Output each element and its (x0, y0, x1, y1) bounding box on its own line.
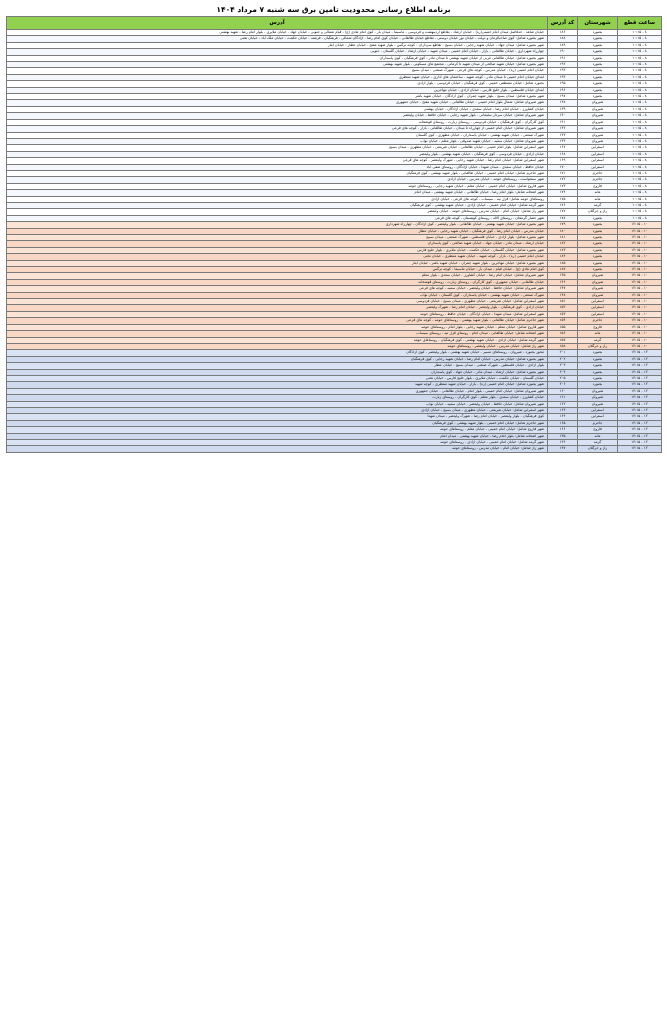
cell-time: ۸ - ۱۰:۱۵ (618, 170, 662, 176)
cell-code: ۱۸۴ (548, 254, 578, 260)
cell-code: ۲۰۴ (548, 369, 578, 375)
cell-address: شهر اسفراین شامل: خیابان امام رضا - خیابان شهید رجایی - شهرک ولیعصر - کوچه های فرعی (7, 158, 548, 164)
cell-time: ۸ - ۱۰:۱۵ (618, 158, 662, 164)
cell-time: ۱۰ - ۱۲:۱۵ (618, 260, 662, 266)
cell-code: ۲۰۱ (548, 350, 578, 356)
cell-address: خیابان حافظ - خیابان سعدی - میدان شهدا - خیابان آزادگان - روستای صفی آباد (7, 164, 548, 170)
cell-code: ۱۵۴ (548, 318, 578, 324)
cell-time: ۱۰ - ۱۲:۱۵ (618, 343, 662, 349)
cell-city: اسفراین (578, 145, 618, 151)
cell-time: ۸ - ۱۰:۱۵ (618, 62, 662, 68)
cell-address: کوی کارگران - کوی فرهنگیان - خیابان فردوسی - روستای زیارت - روستای قوشخانه (7, 119, 548, 125)
cell-time: ۱۲ - ۱۴:۱۵ (618, 401, 662, 407)
cell-time: ۱۰ - ۱۲:۱۵ (618, 241, 662, 247)
cell-city: بجنورد (578, 36, 618, 42)
cell-address: خیابان ارشاد - میدان مادر - خیابان جهاد - خیابان شهید صالحی - کوی پاسداران (7, 241, 548, 247)
cell-code: ۱۹۳ (548, 68, 578, 74)
cell-city: بجنورد (578, 49, 618, 55)
cell-city: شیروان (578, 286, 618, 292)
cell-code: ۱۸۷ (548, 267, 578, 273)
cell-code: ۱۵۷ (548, 337, 578, 343)
cell-city: راز و جرگلان (578, 209, 618, 215)
cell-city: جاجرم (578, 177, 618, 183)
cell-city: بجنورد (578, 241, 618, 247)
cell-code: ۱۹۱ (548, 55, 578, 61)
cell-code: ۱۸۵ (548, 260, 578, 266)
cell-address: شهر بجنورد شامل: خیابان شهید صالحی از میدان شهید تا کرمانی - مجتمع های مسکونی - بلوار شهید بهشتی (7, 62, 548, 68)
cell-city: بجنورد (578, 260, 618, 266)
cell-time: ۸ - ۱۰:۱۵ (618, 30, 662, 36)
cell-address: شهر اسفراین شامل: خیابان شریعتی - خیابان مطهری - میدان بسیج - خیابان آزادی (7, 407, 548, 413)
cell-city: جاجرم (578, 170, 618, 176)
cell-code: ۱۷۴ (548, 190, 578, 196)
cell-time: ۸ - ۱۰:۱۵ (618, 49, 662, 55)
cell-address: روستاهای حومه شامل: قزل تپه - سیساب - کوچه های فرعی - خیابان آزادی (7, 196, 548, 202)
cell-city: شیروان (578, 388, 618, 394)
cell-time: ۱۲ - ۱۴:۱۵ (618, 388, 662, 394)
cell-code: ۱۴۲ (548, 126, 578, 132)
cell-city: بجنورد (578, 356, 618, 362)
cell-time: ۱۰ - ۱۲:۱۵ (618, 311, 662, 317)
cell-address: شهر بجنورد شامل: میدان بسیج - بلوار شهید چمران - کوی آزادگان - خیابان شهید باهنر (7, 94, 548, 100)
cell-time: ۱۰ - ۱۲:۱۵ (618, 286, 662, 292)
cell-time: ۸ - ۱۰:۱۵ (618, 74, 662, 80)
cell-code: ۱۵۲ (548, 305, 578, 311)
cell-address: شهر حصار گرمخان - روستای آلاله - روستای کوهستان - کوچه های فرعی (7, 215, 548, 221)
outage-schedule-table (6, 16, 662, 453)
cell-code: ۱۵۳ (548, 311, 578, 317)
cell-time: ۱۲ - ۱۴:۱۵ (618, 446, 662, 452)
cell-city: بجنورد (578, 62, 618, 68)
cell-city: بجنورد (578, 94, 618, 100)
cell-address: شهر بجنورد شامل: خیابان ارشاد - میدان مادر - خیابان جهاد - کوی پاسداران (7, 369, 548, 375)
cell-address: شهر راز شامل: خیابان مدرس - خیابان ولیعصر - روستاهای حومه (7, 343, 548, 349)
cell-code: ۱۴۸ (548, 292, 578, 298)
cell-code: ۱۹۴ (548, 74, 578, 80)
header-city: شهرستان (578, 17, 618, 30)
cell-address: شهر شیروان شامل: شمال بلوار امام خمینی - خیابان طالقانی - خیابان شهید مفتح - خیابان جمهوری (7, 100, 548, 106)
cell-code: ۱۹۵ (548, 81, 578, 87)
cell-city: راز و جرگلان (578, 446, 618, 452)
power-outage-document (6, 3, 661, 1021)
cell-city: اسفراین (578, 407, 618, 413)
cell-time: ۸ - ۱۰:۱۵ (618, 202, 662, 208)
cell-city: گرمه (578, 202, 618, 208)
cell-code: ۱۹۷ (548, 94, 578, 100)
cell-address: خیابان شاهد - حدفاصل میدان امام خمینی(ره) - خیابان ارشاد - تقاطع اردیبهشت و فردوسی - ماسیما - میدان بار - کوی امام هادی (ع) - قیام شمالی و جنوبی - خیابان جهاد - خیابان ملایری - بلوار امام رضا - شهید بهشتی (7, 30, 548, 36)
cell-address: خیابان طالقانی - خیابان جمهوری - کوی کارگران - روستای زیارت - روستای قوشخانه (7, 279, 548, 285)
cell-code: ۱۶۱ (548, 395, 578, 401)
cell-time: ۸ - ۱۰:۱۵ (618, 196, 662, 202)
cell-time: ۱۲ - ۱۴:۱۵ (618, 356, 662, 362)
cell-time: ۱۲ - ۱۴:۱۵ (618, 440, 662, 446)
cell-code: ۱۴۶ (548, 279, 578, 285)
cell-address: شهر بجنورد شامل: بلوار آزادی - خیابان فلسطین - شهرک صنعتی - میدان بسیج (7, 235, 548, 241)
cell-address: شهر اسفراین شامل: خیابان شریعتی - خیابان مطهری - میدان بسیج - خیابان فردوسی (7, 299, 548, 305)
cell-code: ۱۹۶ (548, 87, 578, 93)
table-body (7, 30, 662, 453)
cell-city: فاروج (578, 427, 618, 433)
cell-code: ۱۸۰ (548, 228, 578, 234)
cell-time: ۱۰ - ۱۲:۱۵ (618, 273, 662, 279)
cell-code: ۱۷۱ (548, 170, 578, 176)
cell-code: ۱۶۳ (548, 407, 578, 413)
cell-time: ۸ - ۱۰:۱۵ (618, 42, 662, 48)
cell-time: ۸ - ۱۰:۱۵ (618, 106, 662, 112)
cell-time: ۱۲ - ۱۴:۱۵ (618, 375, 662, 381)
cell-code: ۱۳۷ (548, 446, 578, 452)
cell-code: ۱۵۱ (548, 299, 578, 305)
cell-address: کوی فرهنگیان - بلوار ولیعصر - خیابان امام رضا - شهرک ولیعصر - میدان شهدا (7, 414, 548, 420)
cell-city: جاجرم (578, 420, 618, 426)
cell-code: ۱۳۹ (548, 106, 578, 112)
cell-city: بجنورد (578, 228, 618, 234)
cell-time: ۱۲ - ۱۴:۱۵ (618, 395, 662, 401)
cell-address: خیابان گلستان - خیابان حکمت - خیابان ملایری - بلوار خلیج فارس - خیابان تختی (7, 375, 548, 381)
cell-city: بجنورد (578, 375, 618, 381)
cell-time: ۸ - ۱۰:۱۵ (618, 119, 662, 125)
cell-time: ۱۲ - ۱۴:۱۵ (618, 369, 662, 375)
cell-city: شیروان (578, 119, 618, 125)
cell-time: ۱۰ - ۱۲:۱۵ (618, 228, 662, 234)
cell-address: شهر شیروان شامل: خیابان امام خمینی - بلوار امام - خیابان طالقانی - خیابان جمهوری (7, 388, 548, 394)
cell-code: ۱۶۰ (548, 388, 578, 394)
cell-code: ۱۷۰ (548, 164, 578, 170)
cell-city: بجنورد (578, 235, 618, 241)
cell-city: مانه (578, 433, 618, 439)
cell-address: شهر راز شامل: خیابان امام - خیابان مدرس - روستاهای حومه (7, 446, 548, 452)
cell-code: ۱۴۴ (548, 138, 578, 144)
cell-code: ۱۶۲ (548, 401, 578, 407)
cell-code: ۲۰۵ (548, 375, 578, 381)
cell-time: ۸ - ۱۰:۱۵ (618, 209, 662, 215)
cell-city: بجنورد (578, 350, 618, 356)
cell-code: ۱۴۳ (548, 132, 578, 138)
cell-time: ۱۰ - ۱۲:۱۵ (618, 267, 662, 273)
cell-address: شهر اسفراین شامل: میدان شهدا - خیابان آزادگان - خیابان حافظ - روستاهای حومه (7, 311, 548, 317)
cell-code: ۱۳۸ (548, 100, 578, 106)
cell-time: ۱۰ - ۱۲:۱۵ (618, 292, 662, 298)
cell-time: ۱۰ - ۱۲:۱۵ (618, 222, 662, 228)
cell-time: ۸ - ۱۰:۱۵ (618, 132, 662, 138)
cell-code: ۱۴۷ (548, 286, 578, 292)
header-code: کد آدرس (548, 17, 578, 30)
cell-city: شیروان (578, 132, 618, 138)
cell-address: شهر شیروان شامل: خیابان امام رضا - خیابان کشاورز - خیابان سعدی - بلوار معلم (7, 273, 548, 279)
cell-code: ۱۴۵ (548, 273, 578, 279)
cell-code: ۱۷۹ (548, 222, 578, 228)
cell-address: شهر بجنورد شامل: خیابان مدرس - خیابان امام رضا - خیابان شهید رجایی - کوی فرهنگیان (7, 356, 548, 362)
cell-code: ۱۵۶ (548, 331, 578, 337)
cell-city: مانه (578, 196, 618, 202)
cell-code: ۱۹۲ (548, 62, 578, 68)
cell-code: ۱۸۸ (548, 36, 578, 42)
cell-city: راز و جرگلان (578, 343, 618, 349)
cell-address: شهر شیروان شامل: خیابان حافظ - خیابان ولیعصر - خیابان سمیه - خیابان نواب (7, 401, 548, 407)
cell-city: مانه (578, 190, 618, 196)
cell-time: ۱۰ - ۱۲:۱۵ (618, 305, 662, 311)
cell-time: ۱۰ - ۱۲:۱۵ (618, 299, 662, 305)
cell-city: گرمه (578, 440, 618, 446)
cell-code: ۱۸۳ (548, 247, 578, 253)
cell-city: شیروان (578, 113, 618, 119)
cell-city: جاجرم (578, 318, 618, 324)
cell-code: ۱۸۶ (548, 30, 578, 36)
cell-code: ۱۸۲ (548, 241, 578, 247)
cell-time: ۸ - ۱۰:۱۵ (618, 87, 662, 93)
cell-time: ۸ - ۱۰:۱۵ (618, 94, 662, 100)
cell-address: شهر شیروان شامل: خیابان سمیه - خیابان شهید صدوقی - بلوار معلم - خیابان نواب (7, 138, 548, 144)
cell-address: شهر گرمه شامل: خیابان امام خمینی - خیابان آزادی - روستاهای حومه (7, 440, 548, 446)
cell-time: ۱۲ - ۱۴:۱۵ (618, 420, 662, 426)
cell-address: شهر آشخانه شامل: خیابان طالقانی - میدان امام - روستای قزل تپه - روستای سیساب (7, 331, 548, 337)
cell-address: خیابان امام خمینی (ره) - خیابان مدرس - کوچه های فرعی - شهرک صنعتی - میدان بسیج (7, 68, 548, 74)
cell-time: ۸ - ۱۰:۱۵ (618, 215, 662, 221)
cell-address: شهر راز شامل: خیابان امام - خیابان مدرس - روستاهای حومه - خیابان ولیعصر (7, 209, 548, 215)
cell-city: اسفراین (578, 299, 618, 305)
cell-address: شهر آشخانه شامل: بلوار امام رضا - خیابان شهید بهشتی - میدان امام (7, 433, 548, 439)
cell-time: ۱۲ - ۱۴:۱۵ (618, 407, 662, 413)
cell-code: ۱۶۹ (548, 158, 578, 164)
cell-time: ۸ - ۱۰:۱۵ (618, 36, 662, 42)
cell-address: شهرک صنعتی - خیابان شهید بهشتی - خیابان پاسداران - کوی گلستان - خیابان نواب (7, 292, 548, 298)
cell-city: شیروان (578, 126, 618, 132)
cell-city: بجنورد (578, 87, 618, 93)
cell-address: شهر بجنورد شامل: خیابان طالقانی غربی از خیابان شهید بهشتی تا میدان مادر - کوی فرهنگیان - کوی پاسداران (7, 55, 548, 61)
cell-address: خیابان آزادی - خیابان فردوسی - کوی فرهنگیان - خیابان شهید بهشتی - بلوار ولیعصر (7, 151, 548, 157)
cell-city: بجنورد (578, 81, 618, 87)
cell-time: ۱۰ - ۱۲:۱۵ (618, 235, 662, 241)
cell-city: بجنورد (578, 369, 618, 375)
cell-code: ۱۵۸ (548, 343, 578, 349)
cell-city: گرمه (578, 337, 618, 343)
cell-code: ۱۸۱ (548, 235, 578, 241)
cell-time: ۸ - ۱۰:۱۵ (618, 164, 662, 170)
cell-address: شهر گرمه شامل: خیابان آزادی - خیابان شهید بهشتی - کوی فرهنگیان - روستاهای حومه (7, 337, 548, 343)
table-row (7, 446, 662, 452)
cell-address: شهر شیروان شامل: خیابان سردار سلیمانی - بلوار شهید رجایی - خیابان حافظ - خیابان ولیعصر (7, 113, 548, 119)
cell-code: ۱۷۲ (548, 177, 578, 183)
document-title: برنامه اطلاع رسانی محدودیت تامین برق سه شنبه ۷ مرداد ۱۴۰۴ (216, 5, 451, 14)
cell-city: بجنورد (578, 382, 618, 388)
cell-code: ۱۹۰ (548, 49, 578, 55)
cell-code: ۱۸۹ (548, 42, 578, 48)
cell-city: بجنورد (578, 247, 618, 253)
cell-time: ۱۰ - ۱۲:۱۵ (618, 331, 662, 337)
cell-city: فاروج (578, 183, 618, 189)
cell-code: ۱۴۱ (548, 119, 578, 125)
cell-code: ۱۴۰ (548, 113, 578, 119)
cell-address: شهر آشخانه شامل: بلوار امام رضا - خیابان طالقانی - خیابان شهید بهشتی - میدان امام (7, 190, 548, 196)
cell-time: ۱۲ - ۱۴:۱۵ (618, 427, 662, 433)
cell-time: ۸ - ۱۰:۱۵ (618, 68, 662, 74)
cell-time: ۱۰ - ۱۲:۱۵ (618, 337, 662, 343)
cell-address: خیابان آزادی - کوی فرهنگیان - بلوار ولیعصر - خیابان امام رضا - شهرک ولیعصر (7, 305, 548, 311)
cell-address: بجنورد شامل: خیابان مصطفی خمینی - کوی فرهنگیان - خیابان فردوسی - بلوار آزادی (7, 81, 548, 87)
cell-city: شیروان (578, 100, 618, 106)
cell-code: ۱۳۶ (548, 440, 578, 446)
cell-address: شهر بجنورد شامل: خیابان شهید بهشتی - خیابان طالقانی - بلوار ولیعصر - کوی آزادگان - چهارراه شهرداری (7, 222, 548, 228)
cell-address: شهر بجنورد شامل: میدان جهاد - خیابان شهید رجایی - خیابان بسیج - تقاطع سرداران - کوچه نرگس - بلوار شهید مفتح - خیابان عطار - خیابان ایثار (7, 42, 548, 48)
cell-city: مانه (578, 331, 618, 337)
header-address: آدرس (7, 17, 548, 30)
cell-city: بجنورد (578, 42, 618, 48)
cell-city: اسفراین (578, 311, 618, 317)
cell-time: ۸ - ۱۰:۱۵ (618, 81, 662, 87)
cell-code: ۲۰۲ (548, 356, 578, 362)
cell-city: شیروان (578, 395, 618, 401)
cell-code: ۱۶۵ (548, 420, 578, 426)
cell-code: ۱۷۳ (548, 183, 578, 189)
cell-address: شهر فاروج شامل: خیابان معلم - خیابان شهید رجایی - بلوار امام - روستاهای حومه (7, 324, 548, 330)
cell-time: ۸ - ۱۰:۱۵ (618, 113, 662, 119)
cell-time: ۱۰ - ۱۲:۱۵ (618, 324, 662, 330)
cell-address: محور بجنورد - شیروان - روستاهای مسیر - خیابان شهید بهشتی - بلوار ولیعصر - کوی آزادگان (7, 350, 548, 356)
cell-city: اسفراین (578, 414, 618, 420)
cell-address: خیابان مدرس - خیابان امام رضا - کوی فرهنگیان - خیابان شهید رجایی - خیابان عطار (7, 228, 548, 234)
cell-city: اسفراین (578, 305, 618, 311)
cell-code: ۲۰۳ (548, 363, 578, 369)
cell-address: شهر جاجرم شامل: خیابان طالقانی - بلوار شهید بهشتی - روستاهای حومه - کوچه های فرعی (7, 318, 548, 324)
cell-address: خیابان امام خمینی (ره) - بازار - کوچه شهید - خیابان شهید منتظری - خیابان تختی (7, 254, 548, 260)
cell-address: شهر فاروج شامل: خیابان امام خمینی - خیابان معلم - خیابان شهید رجایی - روستاهای حومه (7, 183, 548, 189)
cell-time: ۱۰ - ۱۲:۱۵ (618, 247, 662, 253)
cell-city: شیروان (578, 401, 618, 407)
cell-address: شهر جاجرم شامل: خیابان امام خمینی - خیابان طالقانی - بلوار شهید بهشتی - کوی فرهنگیان (7, 170, 548, 176)
cell-address: شهر بجنورد شامل: خیابان گلستان - خیابان حکمت - خیابان ملایری - بلوار خلیج فارس (7, 247, 548, 253)
cell-address: شهر بجنورد شامل: خیابان مهاجرین - بلوار شهید چمران - خیابان شهید باهنر - خیابان ایثار (7, 260, 548, 266)
cell-time: ۱۲ - ۱۴:۱۵ (618, 382, 662, 388)
cell-address: شهر فاروج شامل: خیابان امام خمینی - خیابان معلم - روستاهای حومه (7, 427, 548, 433)
cell-city: بجنورد (578, 215, 618, 221)
cell-address: کوی امام هادی (ع) - خیابان قیام - میدان بار - خیابان ماسیما - کوچه نرگس (7, 267, 548, 273)
cell-address: شهر شیروان شامل: خیابان امام خمینی از چهارراه تا میدان - خیابان طالقانی - بازار - کوچه های فرعی (7, 126, 548, 132)
header-time: ساعت قطع (618, 17, 662, 30)
cell-code: ۱۶۴ (548, 414, 578, 420)
cell-address: ابتدای خیابان فلسطین - بلوار خلیج فارس - خیابان آزادی - خیابان مهاجرین (7, 87, 548, 93)
cell-code: ۱۶۷ (548, 145, 578, 151)
cell-address: بلوار آزادی - خیابان فلسطین - شهرک صنعتی - میدان بسیج - خیابان عطار (7, 363, 548, 369)
cell-city: شیروان (578, 273, 618, 279)
cell-address: شهر شیروان شامل: خیابان حافظ - خیابان ولیعصر - خیابان سمیه - کوچه های فرعی (7, 286, 548, 292)
cell-address: ابتدای خیابان امام خمینی تا میدان مادر - کوچه شهید - ساختمان های اداری - خیابان شهید منتظری (7, 74, 548, 80)
cell-address: شهر بجنورد شامل: خیابان امام خمینی (ره) - بازار - خیابان شهید منتظری - کوچه شهید (7, 382, 548, 388)
cell-city: اسفراین (578, 151, 618, 157)
cell-city: بجنورد (578, 254, 618, 260)
cell-code: ۱۵۵ (548, 324, 578, 330)
cell-code: ۱۳۵ (548, 433, 578, 439)
cell-address: شهر بجنورد شامل: کوی صاحبالزمان و دولت - خیابان نور خیابان دوستی - تقاطع خیابان طالقانی - خیابان کوی امام رضا - آزادگان شمالی - فرهنگیان - فرشته - خیابان حکمت - خیابان ملک آباد - خیابان تختی (7, 36, 548, 42)
cell-code: ۱۷۷ (548, 209, 578, 215)
table-header-row (7, 17, 662, 30)
cell-address: شهر گرمه شامل: خیابان امام خمینی - خیابان آزادی - خیابان شهید بهشتی - کوی فرهنگیان (7, 202, 548, 208)
cell-address: خیابان کشاورز - خیابان سعدی - بلوار معلم - کوی کارگران - روستای زیارت (7, 395, 548, 401)
cell-city: اسفراین (578, 164, 618, 170)
cell-code: ۱۶۶ (548, 427, 578, 433)
cell-time: ۸ - ۱۰:۱۵ (618, 190, 662, 196)
cell-code: ۱۷۶ (548, 202, 578, 208)
cell-city: بجنورد (578, 30, 618, 36)
cell-code: ۲۰۶ (548, 382, 578, 388)
cell-time: ۱۲ - ۱۴:۱۵ (618, 350, 662, 356)
cell-time: ۸ - ۱۰:۱۵ (618, 177, 662, 183)
cell-city: فاروج (578, 324, 618, 330)
cell-address: شهر جاجرم شامل: خیابان امام خمینی - بلوار شهید بهشتی - کوی فرهنگیان (7, 420, 548, 426)
cell-time: ۸ - ۱۰:۱۵ (618, 138, 662, 144)
cell-city: بجنورد (578, 363, 618, 369)
cell-time: ۸ - ۱۰:۱۵ (618, 55, 662, 61)
cell-time: ۱۲ - ۱۴:۱۵ (618, 433, 662, 439)
cell-city: شیروان (578, 279, 618, 285)
cell-time: ۸ - ۱۰:۱۵ (618, 151, 662, 157)
cell-city: شیروان (578, 292, 618, 298)
cell-city: بجنورد (578, 68, 618, 74)
cell-time: ۸ - ۱۰:۱۵ (618, 183, 662, 189)
cell-time: ۱۲ - ۱۴:۱۵ (618, 363, 662, 369)
cell-code: ۱۶۸ (548, 151, 578, 157)
cell-time: ۸ - ۱۰:۱۵ (618, 100, 662, 106)
cell-code: ۱۷۸ (548, 215, 578, 221)
cell-address: شهر سنخواست - روستاهای حومه - خیابان مدرس - خیابان آزادی (7, 177, 548, 183)
cell-city: بجنورد (578, 267, 618, 273)
cell-address: شهرک صنعتی - خیابان شهید بهشتی - خیابان پاسداران - خیابان مطهری - کوی گلستان (7, 132, 548, 138)
cell-address: خیابان کشاورز - خیابان امام رضا - خیابان سعدی - خیابان آزادگان - خیابان بهشتی (7, 106, 548, 112)
cell-time: ۸ - ۱۰:۱۵ (618, 126, 662, 132)
cell-city: بجنورد (578, 55, 618, 61)
cell-city: شیروان (578, 138, 618, 144)
cell-time: ۱۰ - ۱۲:۱۵ (618, 279, 662, 285)
cell-city: بجنورد (578, 222, 618, 228)
cell-address: شهر اسفراین شامل: بلوار امام خمینی - خیابان طالقانی - خیابان شریعتی - خیابان مطهری - میدان بسیج (7, 145, 548, 151)
cell-code: ۱۷۵ (548, 196, 578, 202)
cell-city: اسفراین (578, 158, 618, 164)
cell-address: چهارراه شهرداری - خیابان طالقانی - بازار - خیابان امام خمینی - میدان شهید - خیابان ارشاد - خیابان گلستان - جنوبی (7, 49, 548, 55)
cell-city: شیروان (578, 106, 618, 112)
cell-time: ۱۰ - ۱۲:۱۵ (618, 318, 662, 324)
cell-time: ۸ - ۱۰:۱۵ (618, 145, 662, 151)
cell-time: ۱۰ - ۱۲:۱۵ (618, 254, 662, 260)
cell-time: ۱۲ - ۱۴:۱۵ (618, 414, 662, 420)
cell-city: بجنورد (578, 74, 618, 80)
